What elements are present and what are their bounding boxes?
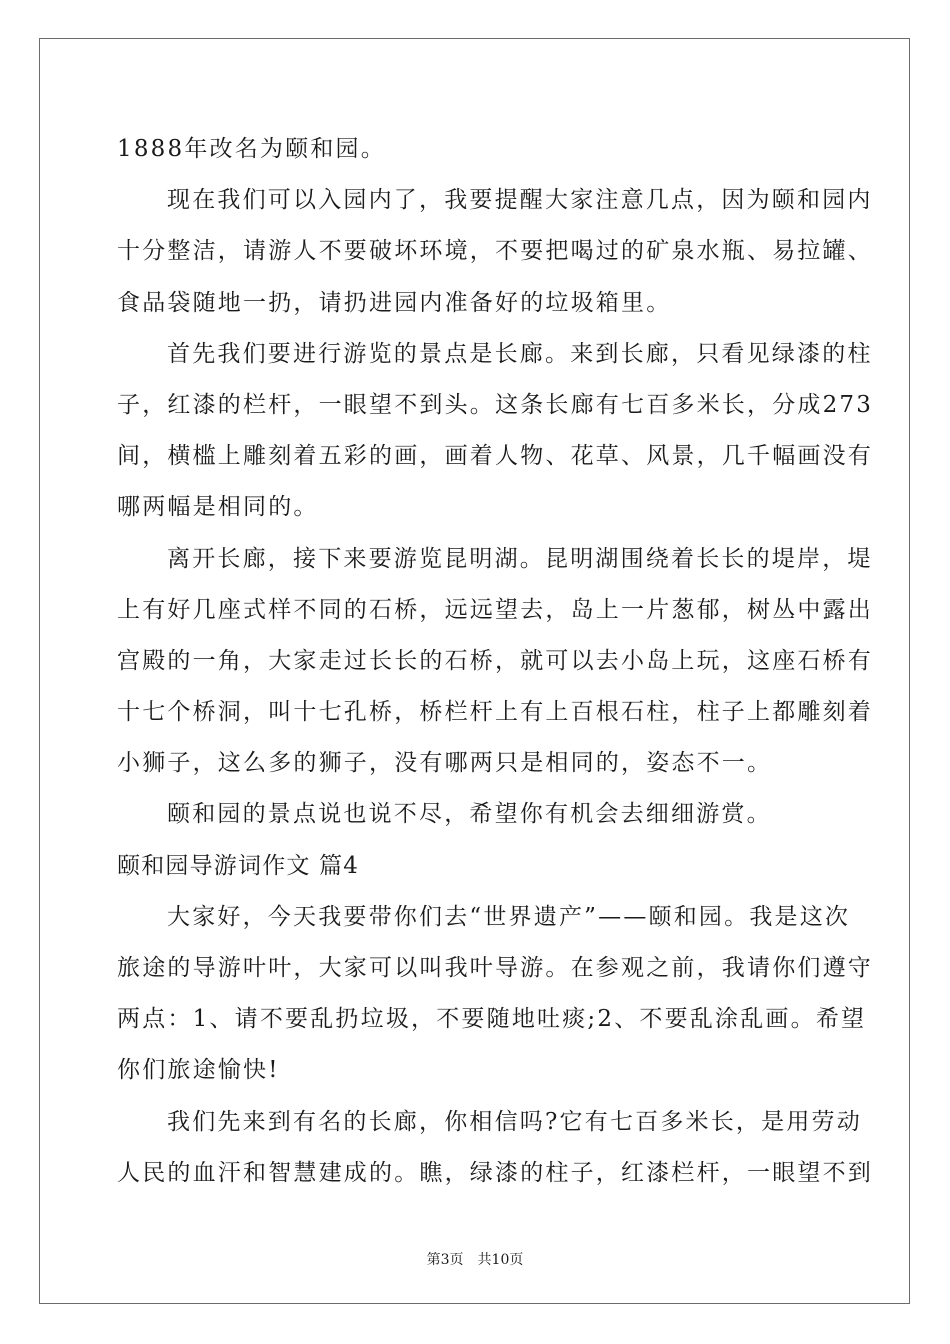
text-line: 现在我们可以入园内了，我要提醒大家注意几点，因为颐和园内 <box>167 187 873 214</box>
document-body <box>117 124 874 1199</box>
section-heading: 颐和园导游词作文 篇4 <box>117 852 360 879</box>
text-line: 小狮子，这么多的狮子，没有哪两只是相同的，姿态不一。 <box>117 750 773 777</box>
text-line: 间，横槛上雕刻着五彩的画，画着人物、花草、风景，几千幅画没有 <box>117 443 873 470</box>
page-number-footer: 第3页 共10页 <box>426 1252 524 1268</box>
text-line: 离开长廊，接下来要游览昆明湖。昆明湖围绕着长长的堤岸，堤 <box>167 545 873 572</box>
text-line: 颐和园的景点说也说不尽，希望你有机会去细细游赏。 <box>167 801 772 828</box>
text-line: 两点：1、请不要乱扔垃圾，不要随地吐痰;2、不要乱涂乱画。希望 <box>117 1006 867 1033</box>
text-line: 我们先来到有名的长廊，你相信吗?它有七百多米长，是用劳动 <box>167 1108 862 1135</box>
text-line: 哪两幅是相同的。 <box>117 494 319 521</box>
text-line: 上有好几座式样不同的石桥，远远望去，岛上一片葱郁，树丛中露出 <box>117 596 873 623</box>
text-line: 大家好，今天我要带你们去“世界遗产”——颐和园。我是这次 <box>167 903 851 930</box>
text-line: 十七个桥洞，叫十七孔桥，桥栏杆上有上百根石柱，柱子上都雕刻着 <box>117 699 873 726</box>
text-line: 1888年改名为颐和园。 <box>117 136 386 162</box>
text-line: 宫殿的一角，大家走过长长的石桥，就可以去小岛上玩，这座石桥有 <box>117 647 873 674</box>
text-line: 首先我们要进行游览的景点是长廊。来到长廊，只看见绿漆的柱 <box>167 340 873 367</box>
text-line: 人民的血汗和智慧建成的。瞧，绿漆的柱子，红漆栏杆，一眼望不到 <box>117 1159 873 1186</box>
text-line: 旅途的导游叶叶，大家可以叫我叶导游。在参观之前，我请你们遵守 <box>117 955 873 981</box>
text-line: 食品袋随地一扔，请扔进园内准备好的垃圾箱里。 <box>117 289 672 316</box>
text-line: 子，红漆的栏杆，一眼望不到头。这条长廊有七百多米长，分成273 <box>117 391 874 418</box>
text-line: 十分整洁，请游人不要破坏环境，不要把喝过的矿泉水瓶、易拉罐、 <box>117 238 873 265</box>
text-line: 你们旅途愉快! <box>117 1057 280 1084</box>
